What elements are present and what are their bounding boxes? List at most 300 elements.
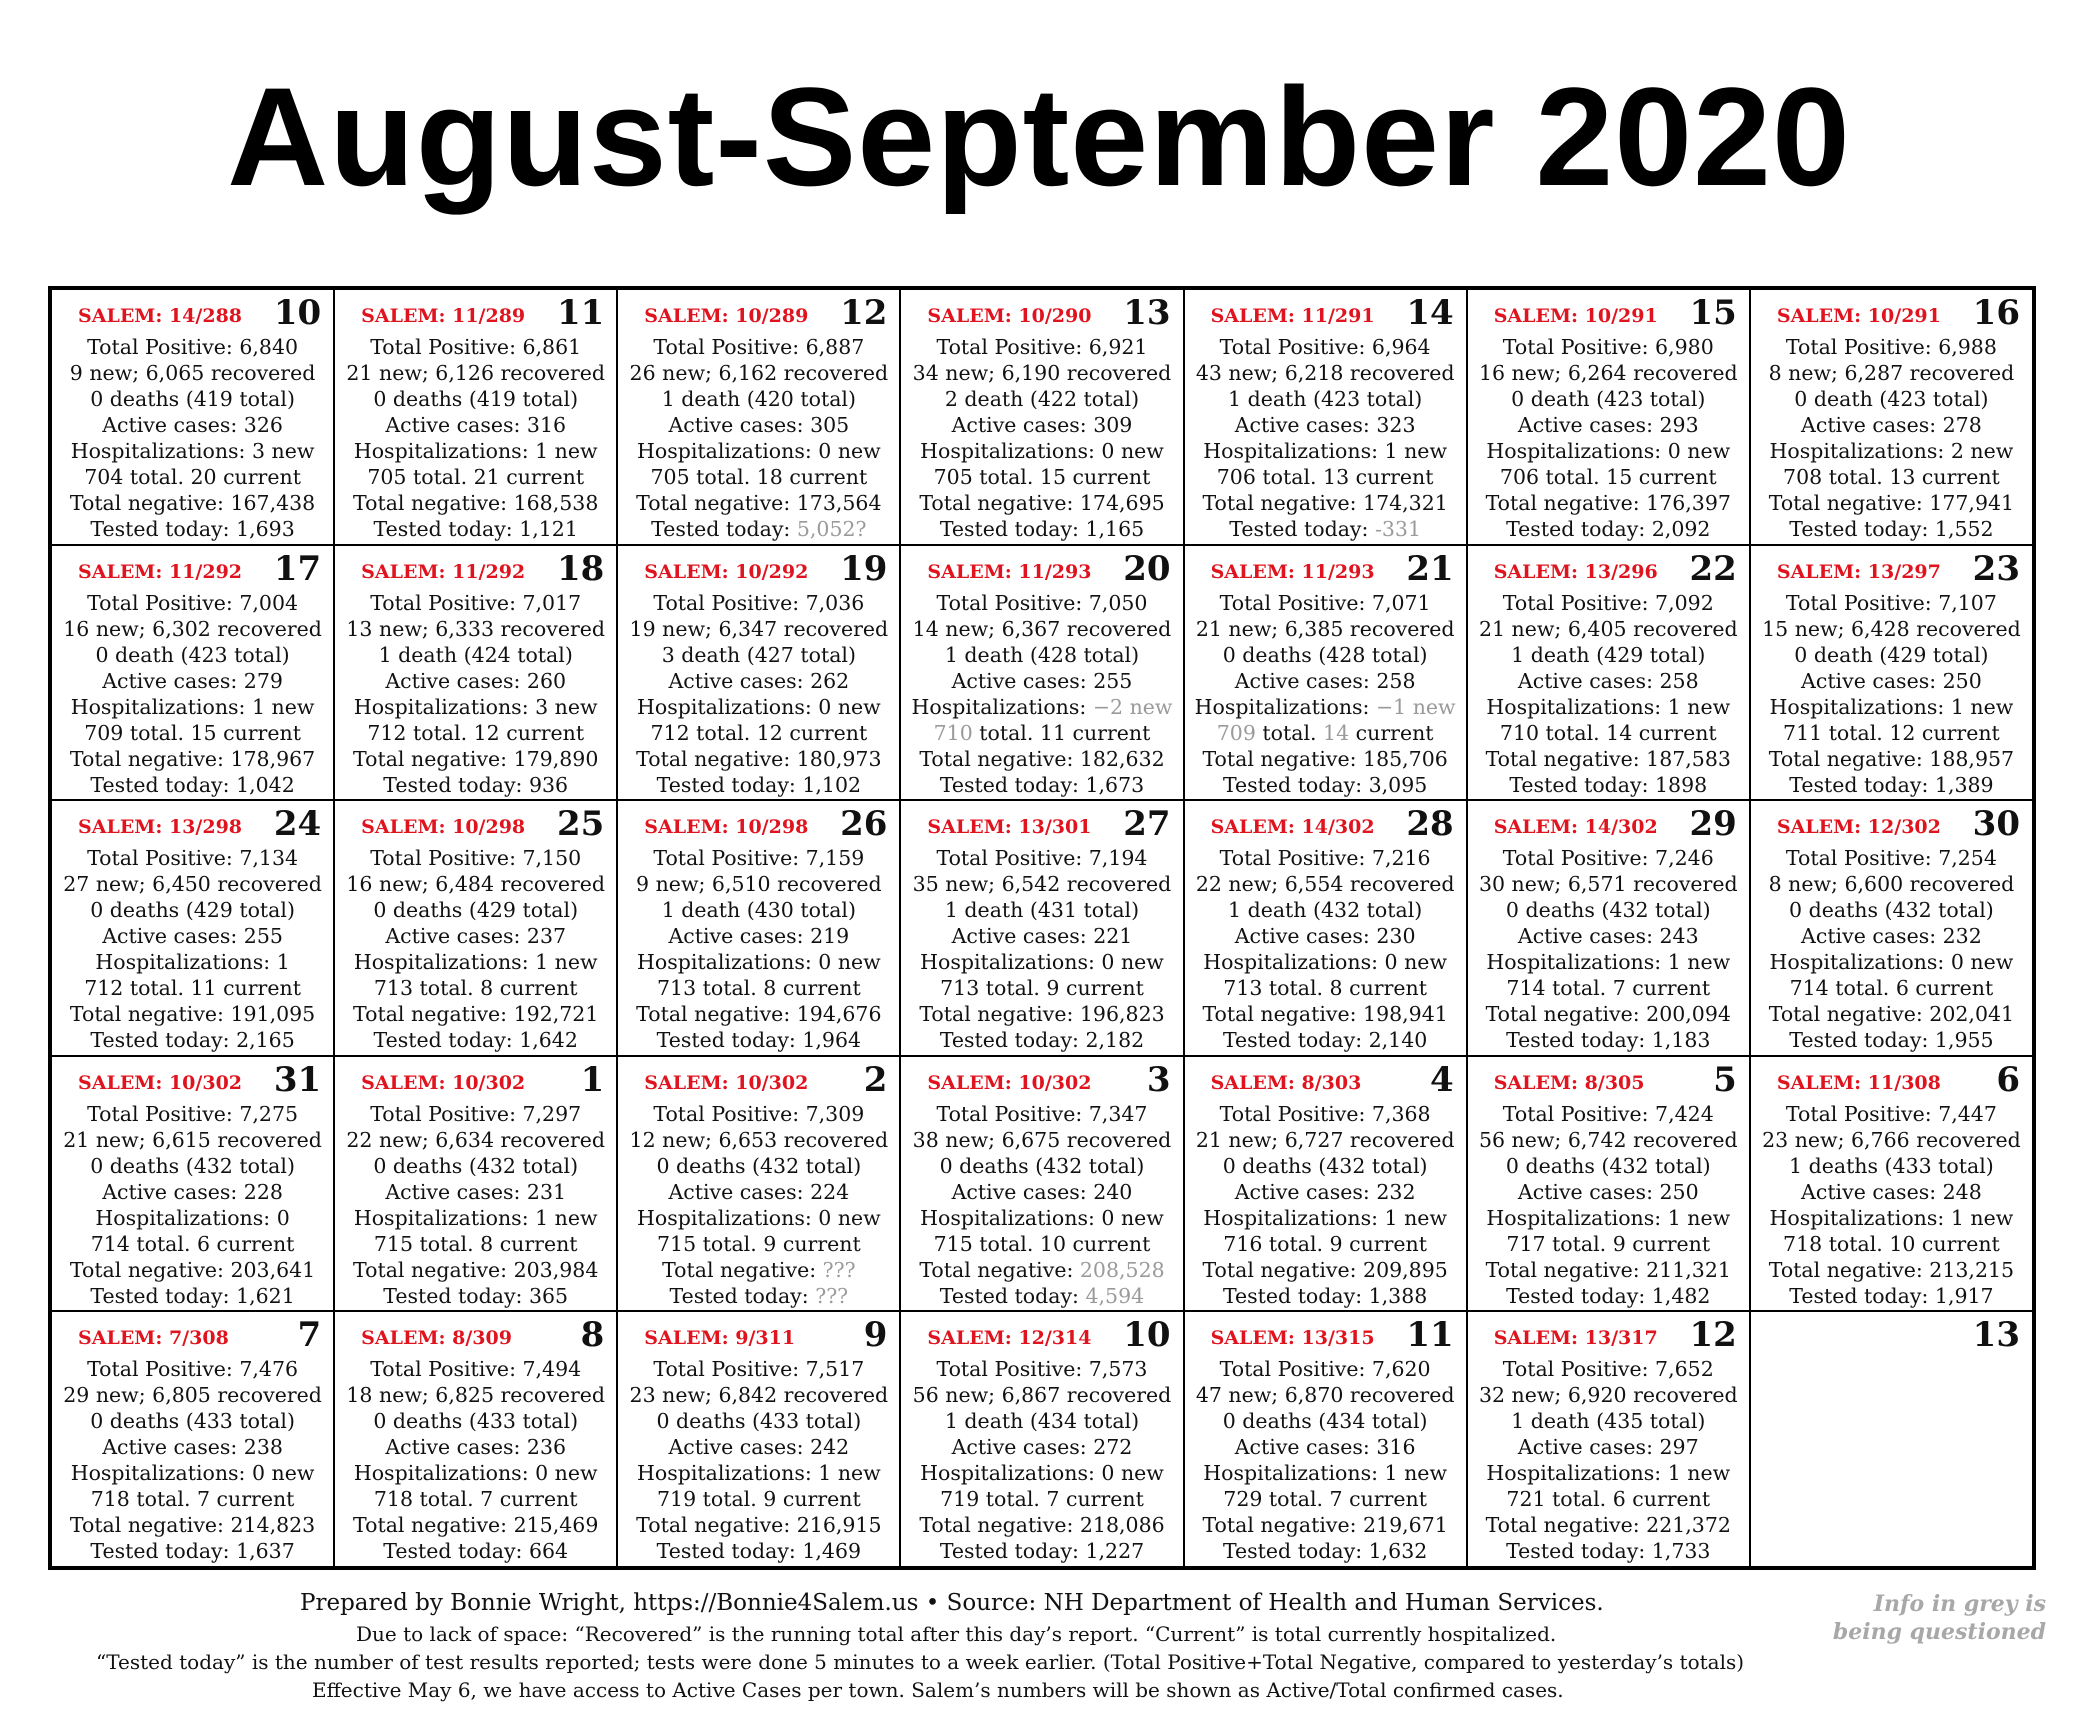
day-number: 6: [1996, 1059, 2020, 1100]
stat-line: 715 total. 8 current: [373, 1231, 578, 1256]
day-number: 27: [1123, 804, 1171, 845]
stat-line: 715 total. 9 current: [657, 1231, 861, 1256]
stat-line: Total negative: 191,095: [69, 1002, 316, 1027]
stat-line: Active cases: 232: [1801, 924, 1982, 949]
stat-line: 709 total. 15 current: [84, 720, 301, 745]
day-number: 2: [863, 1059, 888, 1100]
stat-line: 719 total. 7 current: [940, 1487, 1144, 1512]
day-header: [907, 1316, 1176, 1356]
grey-info-note-line: Info in grey is: [1873, 1591, 2046, 1617]
stat-line: Tested today: 1,964: [656, 1028, 862, 1053]
day-header: [58, 1316, 327, 1356]
stat-line: Total Positive: 7,050: [936, 590, 1148, 615]
stat-line: Active cases: 221: [951, 924, 1133, 949]
salem-cases: SALEM: 11/293: [1210, 560, 1375, 583]
salem-cases: SALEM: 10/291: [1493, 305, 1658, 327]
stat-text: current: [1349, 720, 1434, 745]
stat-line: Hospitalizations: 0 new: [70, 1461, 315, 1486]
day-header: [907, 294, 1176, 334]
salem-cases: SALEM: 10/302: [644, 1071, 809, 1094]
day-number: 3: [1146, 1059, 1171, 1100]
stat-line: [1191, 516, 1460, 542]
stat-line: 35 new; 6,542 recovered: [912, 872, 1172, 897]
stat-line: Total Positive: 7,517: [653, 1357, 865, 1382]
stat-line: Active cases: 326: [102, 413, 283, 437]
stat-line: Tested today: 365: [383, 1283, 569, 1308]
stat-line: 0 deaths (432 total): [90, 1153, 295, 1178]
questioned-value: 14: [1323, 720, 1350, 745]
calendar-day-cell: [51, 1056, 334, 1312]
salem-cases: SALEM: 14/302: [1210, 816, 1375, 839]
stat-line: 21 new; 6,385 recovered: [1195, 616, 1455, 641]
calendar-day-cell: [900, 289, 1183, 545]
stat-line: 713 total. 8 current: [1223, 976, 1427, 1001]
day-header: [1757, 550, 2026, 590]
stat-line: Hospitalizations: 1 new: [1203, 1205, 1447, 1230]
stat-line: Tested today: 1,121: [373, 517, 578, 541]
day-number: 17: [273, 548, 322, 589]
stat-line: 1 death (434 total): [944, 1409, 1140, 1434]
stat-line: Total negative: 215,469: [353, 1513, 599, 1538]
stat-line: Tested today: 2,092: [1506, 517, 1711, 541]
stat-line: Total Positive: 6,964: [1219, 335, 1431, 359]
day-header: [1757, 1316, 2026, 1356]
day-header: [1474, 805, 1743, 845]
stat-line: 710 total. 14 current: [1499, 720, 1717, 745]
stat-line: Tested today: 1,955: [1789, 1028, 1994, 1053]
stat-line: Hospitalizations: 0 new: [636, 439, 881, 463]
stat-line: Total Positive: 7,620: [1219, 1357, 1431, 1382]
stat-line: Tested today: 1,102: [656, 772, 862, 797]
calendar-day-cell: [1467, 800, 1750, 1056]
stat-line: Active cases: 224: [668, 1179, 850, 1204]
stat-line: Active cases: 230: [1234, 924, 1416, 949]
stat-line: 1 death (431 total): [944, 898, 1140, 923]
stat-line: Total Positive: 7,017: [370, 590, 582, 615]
stat-line: Total negative: 174,321: [1202, 491, 1448, 515]
salem-cases: SALEM: 10/298: [361, 816, 526, 839]
stat-line: Total negative: 185,706: [1202, 746, 1448, 771]
stat-line: Active cases: 250: [1801, 668, 1982, 693]
stat-line: 56 new; 6,742 recovered: [1478, 1127, 1738, 1152]
stat-line: Total negative: 187,583: [1485, 746, 1731, 771]
stat-line: 0 deaths (433 total): [656, 1409, 862, 1434]
day-header: [1474, 550, 1743, 590]
day-header: [1191, 294, 1460, 334]
stat-line: Total negative: 180,973: [636, 746, 882, 771]
calendar-day-cell: [1467, 1311, 1750, 1567]
stat-line: Tested today: 1,693: [90, 517, 295, 541]
questioned-value: −2 new: [1092, 694, 1173, 719]
day-number: 26: [840, 804, 888, 845]
stat-line: Active cases: 232: [1234, 1179, 1416, 1204]
stat-line: Total negative: 218,086: [919, 1513, 1165, 1538]
stat-line: 718 total. 7 current: [373, 1487, 578, 1512]
stat-line: Hospitalizations: 0 new: [920, 950, 1164, 975]
stat-line: Hospitalizations: 1 new: [1203, 439, 1447, 463]
stat-line: Tested today: 2,182: [939, 1028, 1145, 1053]
stat-text: total. 11 current: [972, 720, 1151, 745]
day-number: 16: [1972, 293, 2020, 333]
stat-line: 1 death (428 total): [944, 642, 1140, 667]
stat-line: [624, 1283, 893, 1309]
day-number: 13: [1972, 1315, 2020, 1356]
footer-credit: Prepared by Bonnie Wright, https://Bonnie4Salem.us • Source: NH Department of Health and Human Services.: [300, 1590, 1604, 1616]
stat-line: Hospitalizations: 1 new: [1486, 694, 1731, 719]
day-number: 28: [1406, 804, 1454, 845]
calendar-day-cell: [1467, 1056, 1750, 1312]
stat-line: Hospitalizations: 1 new: [636, 1461, 881, 1486]
stat-line: Total negative: 214,823: [69, 1513, 316, 1538]
calendar-day-cell: [334, 800, 617, 1056]
stat-line: 708 total. 13 current: [1783, 465, 2000, 489]
stat-line: Active cases: 279: [102, 668, 283, 693]
salem-cases: SALEM: 10/302: [361, 1071, 526, 1094]
stat-line: 27 new; 6,450 recovered: [63, 872, 322, 897]
footer-note-active: Effective May 6, we have access to Active Cases per town. Salem’s numbers will be shown as Active/Total confirmed cases.: [312, 1678, 1564, 1702]
calendar-grid: [48, 286, 2036, 1570]
calendar-day-cell: [51, 545, 334, 801]
salem-cases: SALEM: 12/302: [1776, 816, 1941, 839]
calendar-day-cell: [1750, 800, 2033, 1056]
day-header: [58, 294, 327, 334]
stat-line: 0 death (429 total): [1794, 642, 1989, 667]
day-number: 23: [1972, 548, 2020, 589]
day-number: 25: [556, 804, 605, 845]
stat-text: Hospitalizations:: [911, 694, 1093, 719]
salem-cases: SALEM: 10/291: [1776, 305, 1941, 327]
stat-line: Active cases: 248: [1801, 1179, 1982, 1204]
stat-line: Hospitalizations: 0 new: [920, 439, 1164, 463]
stat-line: Active cases: 316: [385, 413, 567, 437]
stat-line: Hospitalizations: 1 new: [353, 950, 598, 975]
salem-cases: SALEM: 9/311: [644, 1327, 796, 1350]
day-header: [624, 294, 893, 334]
stat-line: 29 new; 6,805 recovered: [63, 1383, 322, 1408]
day-header: [624, 805, 893, 845]
stat-line: Total negative: 177,941: [1768, 491, 2015, 515]
stat-line: 719 total. 9 current: [657, 1487, 861, 1512]
stat-line: 9 new; 6,065 recovered: [69, 361, 316, 385]
stat-line: 16 new; 6,264 recovered: [1478, 361, 1738, 385]
stat-line: 705 total. 21 current: [367, 465, 585, 489]
stat-line: 713 total. 8 current: [657, 976, 861, 1001]
stat-line: Total negative: 173,564: [636, 491, 882, 515]
calendar-day-cell: [617, 545, 900, 801]
stat-line: Tested today: 1898: [1509, 772, 1708, 797]
stat-line: 717 total. 9 current: [1506, 1231, 1711, 1256]
calendar-day-cell: [900, 1056, 1183, 1312]
stat-line: Hospitalizations: 1 new: [1486, 950, 1731, 975]
stat-line: Total Positive: 6,861: [370, 335, 582, 359]
day-header: [58, 550, 327, 590]
stat-line: Active cases: 323: [1234, 413, 1416, 437]
stat-line: 56 new; 6,867 recovered: [912, 1383, 1172, 1408]
stat-line: 21 new; 6,615 recovered: [63, 1127, 322, 1152]
day-number: 8: [580, 1315, 605, 1356]
stat-line: 22 new; 6,554 recovered: [1195, 872, 1455, 897]
stat-line: 30 new; 6,571 recovered: [1478, 872, 1738, 897]
stat-line: Tested today: 2,165: [90, 1028, 295, 1053]
stat-text: Total negative:: [919, 1257, 1080, 1282]
stat-line: Total Positive: 6,840: [87, 335, 299, 359]
stat-text: Hospitalizations:: [1194, 694, 1376, 719]
stat-line: Tested today: 1,673: [939, 772, 1145, 797]
stat-line: 0 death (423 total): [1511, 387, 1706, 411]
day-header: [1757, 805, 2026, 845]
day-header: [624, 550, 893, 590]
stat-line: Total Positive: 7,246: [1502, 846, 1714, 871]
stat-line: Tested today: 1,227: [939, 1539, 1145, 1564]
salem-cases: SALEM: 11/293: [927, 560, 1092, 583]
calendar-day-cell: [617, 1311, 900, 1567]
day-number: 29: [1689, 804, 1737, 845]
salem-cases: SALEM: 8/303: [1210, 1071, 1362, 1094]
stat-line: 712 total. 11 current: [84, 976, 301, 1001]
stat-line: Total negative: 192,721: [353, 1002, 599, 1027]
stat-line: Hospitalizations: 0: [95, 1205, 290, 1230]
day-number: 14: [1406, 293, 1454, 333]
stat-line: Hospitalizations: 1 new: [1769, 1205, 2014, 1230]
calendar-day-cell: [334, 289, 617, 545]
day-header: [341, 1316, 610, 1356]
stat-line: 0 deaths (419 total): [373, 387, 579, 411]
stat-line: 12 new; 6,653 recovered: [629, 1127, 889, 1152]
stat-line: Hospitalizations: 1 new: [353, 1205, 598, 1230]
stat-line: 704 total. 20 current: [84, 465, 301, 489]
stat-line: 0 death (423 total): [95, 642, 290, 667]
calendar-day-cell: [1184, 1311, 1467, 1567]
salem-cases: SALEM: 13/296: [1493, 560, 1658, 583]
stat-line: Total Positive: 7,573: [936, 1357, 1148, 1382]
stat-line: 23 new; 6,766 recovered: [1762, 1127, 2021, 1152]
questioned-value: ???: [822, 1257, 856, 1282]
stat-line: 0 deaths (428 total): [1222, 642, 1428, 667]
stat-line: Total Positive: 7,036: [653, 590, 865, 615]
salem-cases: SALEM: 10/298: [644, 816, 809, 839]
questioned-value: 710: [933, 720, 973, 745]
day-header: [341, 805, 610, 845]
calendar-day-cell: [1467, 289, 1750, 545]
stat-line: Total negative: 216,915: [636, 1513, 882, 1538]
salem-cases: SALEM: 11/289: [361, 305, 526, 327]
stat-line: 705 total. 15 current: [933, 465, 1151, 489]
stat-line: Total negative: 196,823: [919, 1002, 1165, 1027]
calendar-day-cell: [900, 800, 1183, 1056]
stat-line: Active cases: 238: [102, 1435, 283, 1460]
stat-line: Total Positive: 7,652: [1502, 1357, 1714, 1382]
stat-line: Total negative: 198,941: [1202, 1002, 1448, 1027]
stat-line: 721 total. 6 current: [1506, 1487, 1711, 1512]
stat-line: 0 deaths (434 total): [1222, 1409, 1428, 1434]
day-header: [341, 294, 610, 334]
day-number: 30: [1972, 804, 2020, 845]
calendar-day-cell: [1184, 545, 1467, 801]
stat-line: Active cases: 228: [102, 1179, 283, 1204]
stat-line: [624, 516, 893, 542]
day-number: 13: [1123, 293, 1171, 333]
salem-cases: SALEM: 11/291: [1210, 305, 1375, 327]
stat-line: 34 new; 6,190 recovered: [912, 361, 1172, 385]
stat-line: 705 total. 18 current: [650, 465, 868, 489]
stat-line: Total negative: 194,676: [636, 1002, 882, 1027]
stat-line: Total Positive: 7,194: [936, 846, 1148, 871]
stat-line: Hospitalizations: 2 new: [1769, 439, 2014, 463]
stat-line: 15 new; 6,428 recovered: [1762, 616, 2021, 641]
calendar-day-cell: [1184, 800, 1467, 1056]
stat-line: Total Positive: 7,092: [1502, 590, 1714, 615]
stat-line: Active cases: 262: [668, 668, 850, 693]
calendar-day-cell: [51, 1311, 334, 1567]
stat-line: 1 death (424 total): [378, 642, 573, 667]
stat-text: Total negative:: [662, 1257, 823, 1282]
stat-line: Tested today: 1,482: [1506, 1283, 1711, 1308]
questioned-value: 709: [1216, 720, 1256, 745]
day-header: [907, 550, 1176, 590]
stat-line: Active cases: 242: [668, 1435, 850, 1460]
day-header: [907, 1061, 1176, 1101]
stat-line: Hospitalizations: 1 new: [70, 694, 315, 719]
stat-line: Total negative: 200,094: [1485, 1002, 1731, 1027]
stat-line: Total Positive: 6,921: [936, 335, 1148, 359]
stat-line: 716 total. 9 current: [1223, 1231, 1427, 1256]
stat-line: Hospitalizations: 0 new: [1203, 950, 1447, 975]
stat-line: 713 total. 9 current: [940, 976, 1144, 1001]
stat-line: 714 total. 6 current: [90, 1231, 295, 1256]
stat-line: Total negative: 219,671: [1202, 1513, 1448, 1538]
stat-line: Total Positive: 7,004: [87, 590, 299, 615]
stat-line: Total Positive: 7,347: [936, 1101, 1148, 1126]
questioned-value: -331: [1374, 517, 1421, 541]
stat-line: 1 death (432 total): [1228, 898, 1423, 923]
calendar-day-cell: [334, 545, 617, 801]
stat-line: Total negative: 211,321: [1485, 1257, 1731, 1282]
salem-cases: SALEM: 10/289: [644, 305, 809, 327]
salem-cases: SALEM: 13/298: [78, 816, 243, 839]
stat-line: Total Positive: 7,150: [370, 846, 582, 871]
stat-line: Total negative: 188,957: [1768, 746, 2015, 771]
grey-info-note: [1800, 1590, 2046, 1646]
salem-cases: SALEM: 14/288: [78, 305, 243, 327]
stat-line: Active cases: 219: [668, 924, 850, 949]
stat-line: 712 total. 12 current: [650, 720, 868, 745]
day-number: 31: [273, 1059, 322, 1100]
stat-line: Total Positive: 7,134: [87, 846, 299, 871]
stat-line: Active cases: 260: [385, 668, 567, 693]
stat-text: Tested today:: [651, 517, 797, 541]
day-header: [1191, 1061, 1460, 1101]
stat-line: 0 deaths (432 total): [939, 1153, 1145, 1178]
stat-line: Active cases: 255: [102, 924, 283, 949]
day-number: 4: [1430, 1059, 1454, 1100]
calendar-day-cell: [51, 289, 334, 545]
stat-line: Tested today: 1,042: [90, 772, 295, 797]
stat-line: Hospitalizations: 3 new: [353, 694, 598, 719]
stat-line: 47 new; 6,870 recovered: [1195, 1383, 1455, 1408]
day-number: 5: [1713, 1059, 1737, 1100]
stat-line: Total negative: 203,641: [69, 1257, 316, 1282]
stat-line: 1 deaths (433 total): [1789, 1153, 1994, 1178]
stat-line: Hospitalizations: 0 new: [636, 950, 881, 975]
stat-line: Total negative: 209,895: [1202, 1257, 1448, 1282]
stat-line: 21 new; 6,727 recovered: [1195, 1127, 1455, 1152]
day-number: 9: [863, 1315, 888, 1356]
stat-line: Active cases: 240: [951, 1179, 1133, 1204]
salem-cases: SALEM: 10/292: [644, 560, 809, 583]
calendar-day-cell: [51, 800, 334, 1056]
stat-line: 0 deaths (432 total): [1505, 1153, 1711, 1178]
stat-line: 43 new; 6,218 recovered: [1195, 361, 1455, 385]
day-header: [1757, 1061, 2026, 1101]
stat-line: Tested today: 1,917: [1789, 1283, 1994, 1308]
stat-line: 0 deaths (433 total): [90, 1409, 295, 1434]
stat-line: Total Positive: 6,988: [1785, 335, 1997, 359]
stat-line: Total negative: 213,215: [1768, 1257, 2015, 1282]
stat-line: [907, 720, 1176, 746]
stat-line: 729 total. 7 current: [1223, 1487, 1427, 1512]
stat-line: Total Positive: 7,216: [1219, 846, 1431, 871]
stat-line: Tested today: 664: [383, 1539, 569, 1564]
stat-line: Active cases: 297: [1517, 1435, 1699, 1460]
stat-line: Total Positive: 7,309: [653, 1101, 865, 1126]
salem-cases: SALEM: 13/301: [927, 816, 1092, 839]
salem-cases: SALEM: 14/302: [1493, 816, 1658, 839]
stat-line: Hospitalizations: 1: [95, 950, 290, 975]
grey-info-note-line: being questioned: [1832, 1619, 2046, 1645]
stat-line: Total Positive: 7,071: [1219, 590, 1431, 615]
stat-line: Active cases: 272: [951, 1435, 1133, 1460]
stat-line: 0 deaths (432 total): [1789, 898, 1994, 923]
footer-note-tested: “Tested today” is the number of test results reported; tests were done 5 minutes to a week earlier. (Total Positive+Total Negative, compared to yesterday’s totals): [96, 1650, 1745, 1674]
stat-line: Tested today: 1,469: [656, 1539, 862, 1564]
stat-line: Total negative: 203,984: [353, 1257, 599, 1282]
stat-line: 718 total. 7 current: [90, 1487, 295, 1512]
stat-line: 8 new; 6,287 recovered: [1768, 361, 2015, 385]
day-number: 11: [1406, 1315, 1454, 1356]
day-header: [341, 550, 610, 590]
stat-line: 0 deaths (432 total): [373, 1153, 579, 1178]
stat-line: 38 new; 6,675 recovered: [912, 1127, 1172, 1152]
salem-cases: SALEM: 11/292: [361, 560, 526, 583]
stat-line: Tested today: 1,637: [90, 1539, 295, 1564]
salem-cases: SALEM: 13/315: [1210, 1327, 1375, 1350]
stat-line: Active cases: 258: [1517, 668, 1699, 693]
stat-line: Hospitalizations: 1 new: [353, 439, 598, 463]
stat-line: 714 total. 6 current: [1789, 976, 1994, 1001]
stat-line: 2 death (422 total): [944, 387, 1140, 411]
stat-line: 714 total. 7 current: [1506, 976, 1711, 1001]
stat-line: Hospitalizations: 1 new: [1486, 1205, 1731, 1230]
stat-text: Tested today:: [939, 1283, 1086, 1308]
stat-line: 21 new; 6,405 recovered: [1478, 616, 1738, 641]
stat-line: Active cases: 316: [1234, 1435, 1416, 1460]
stat-line: 1 death (420 total): [661, 387, 856, 411]
stat-line: [1191, 694, 1460, 720]
questioned-value: 208,528: [1079, 1257, 1165, 1282]
salem-cases: SALEM: 13/297: [1776, 560, 1941, 583]
day-number: 12: [1689, 1315, 1737, 1356]
day-header: [341, 1061, 610, 1101]
stat-line: Active cases: 255: [951, 668, 1133, 693]
stat-line: Active cases: 231: [385, 1179, 567, 1204]
stat-line: Hospitalizations: 0 new: [353, 1461, 598, 1486]
stat-line: Active cases: 305: [668, 413, 850, 437]
calendar-day-cell: [1467, 545, 1750, 801]
stat-line: Active cases: 278: [1801, 413, 1982, 437]
stat-line: 0 deaths (433 total): [373, 1409, 579, 1434]
stat-line: 16 new; 6,302 recovered: [63, 616, 322, 641]
stat-line: Hospitalizations: 0 new: [1486, 439, 1731, 463]
